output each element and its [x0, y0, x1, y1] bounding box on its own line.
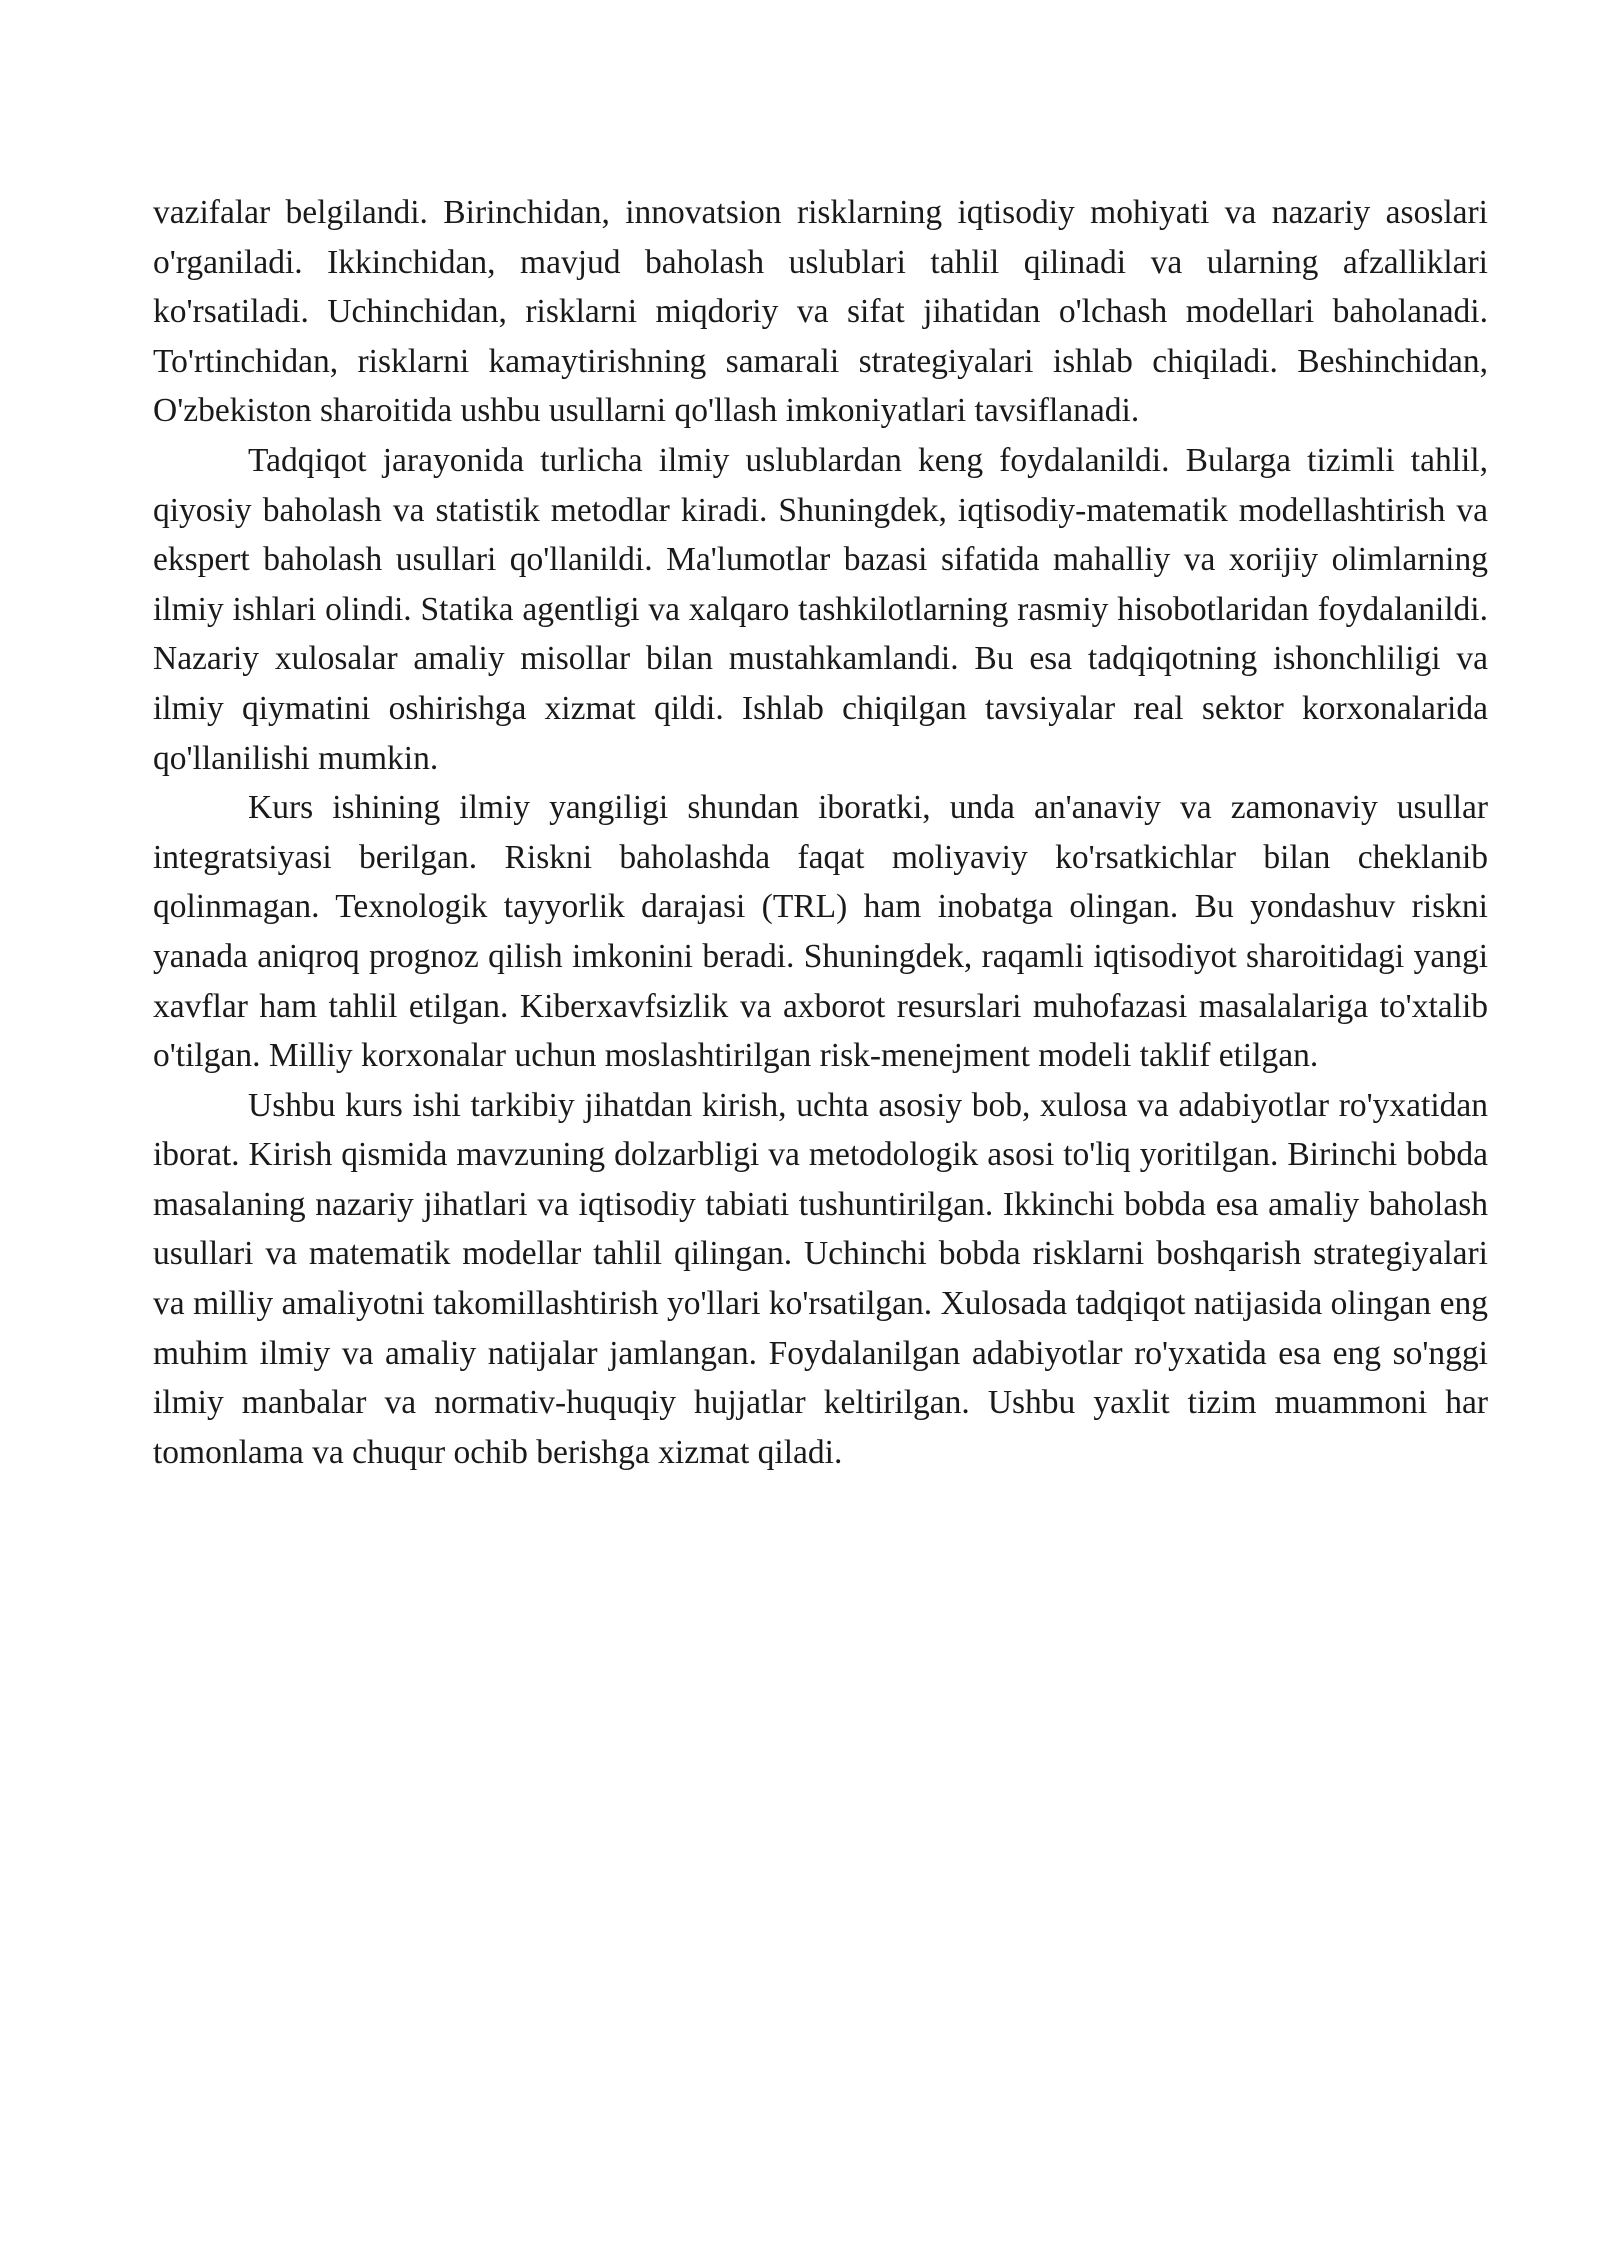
paragraph-continuation: vazifalar belgilandi. Birinchidan, innovatsion risklarning iqtisodiy mohiyati va nazariy asoslari o'rganiladi. Ikkinchidan, mavjud baholash uslublari tahlil qilinadi va ularning afzalliklari ko'rsatiladi. Uchinchidan, risklarni miqdoriy va sifat jihatidan o'lchash modellari baholanadi. To'rtinchidan, risklarni kamaytirishning samarali strategiyalari ishlab chiqiladi. Beshinchidan, O'zbekiston sharoitida ushbu usullarni qo'llash imkoniyatlari tavsiflanadi.	[153, 194, 1488, 430]
document-body	[153, 188, 1488, 1477]
paragraph-novelty: Kurs ishining ilmiy yangiligi shundan iboratki, unda an'anaviy va zamonaviy usullar integratsiyasi berilgan. Riskni baholashda faqat moliyaviy ko'rsatkichlar bilan cheklanib qolinmagan. Texnologik tayyorlik darajasi (TRL) ham inobatga olingan. Bu yondashuv riskni yanada aniqroq prognoz qilish imkonini beradi. Shuningdek, raqamli iqtisodiyot sharoitidagi yangi xavflar ham tahlil etilgan. Kiberxavfsizlik va axborot resurslari muhofazasi masalalariga to'xtalib o'tilgan. Milliy korxonalar uchun moslashtirilgan risk-menejment modeli taklif etilgan.	[153, 789, 1488, 1075]
paragraph-structure: Ushbu kurs ishi tarkibiy jihatdan kirish, uchta asosiy bob, xulosa va adabiyotlar ro'yxatidan iborat. Kirish qismida mavzuning dolzarbligi va metodologik asosi to'liq yoritilgan. Birinchi bobda masalaning nazariy jihatlari va iqtisodiy tabiati tushuntirilgan. Ikkinchi bobda esa amaliy baholash usullari va matematik modellar tahlil qilingan. Uchinchi bobda risklarni boshqarish strategiyalari va milliy amaliyotni takomillashtirish yo'llari ko'rsatilgan. Xulosada tadqiqot natijasida olingan eng muhim ilmiy va amaliy natijalar jamlangan. Foydalanilgan adabiyotlar ro'yxatida esa eng so'nggi ilmiy manbalar va normativ-huquqiy hujjatlar keltirilgan. Ushbu yaxlit tizim muammoni har tomonlama va chuqur ochib berishga xizmat qiladi.	[153, 1086, 1488, 1471]
paragraph-methods: Tadqiqot jarayonida turlicha ilmiy uslublardan keng foydalanildi. Bularga tizimli tahlil, qiyosiy baholash va statistik metodlar kiradi. Shuningdek, iqtisodiy-matematik modellashtirish va ekspert baholash usullari qo'llanildi. Ma'lumotlar bazasi sifatida mahalliy va xorijiy olimlarning ilmiy ishlari olindi. Statika agentligi va xalqaro tashkilotlarning rasmiy hisobotlaridan foydalanildi. Nazariy xulosalar amaliy misollar bilan mustahkamlandi. Bu esa tadqiqotning ishonchliligi va ilmiy qiymatini oshirishga xizmat qildi. Ishlab chiqilgan tavsiyalar real sektor korxonalarida qo'llanilishi mumkin.	[153, 441, 1488, 777]
